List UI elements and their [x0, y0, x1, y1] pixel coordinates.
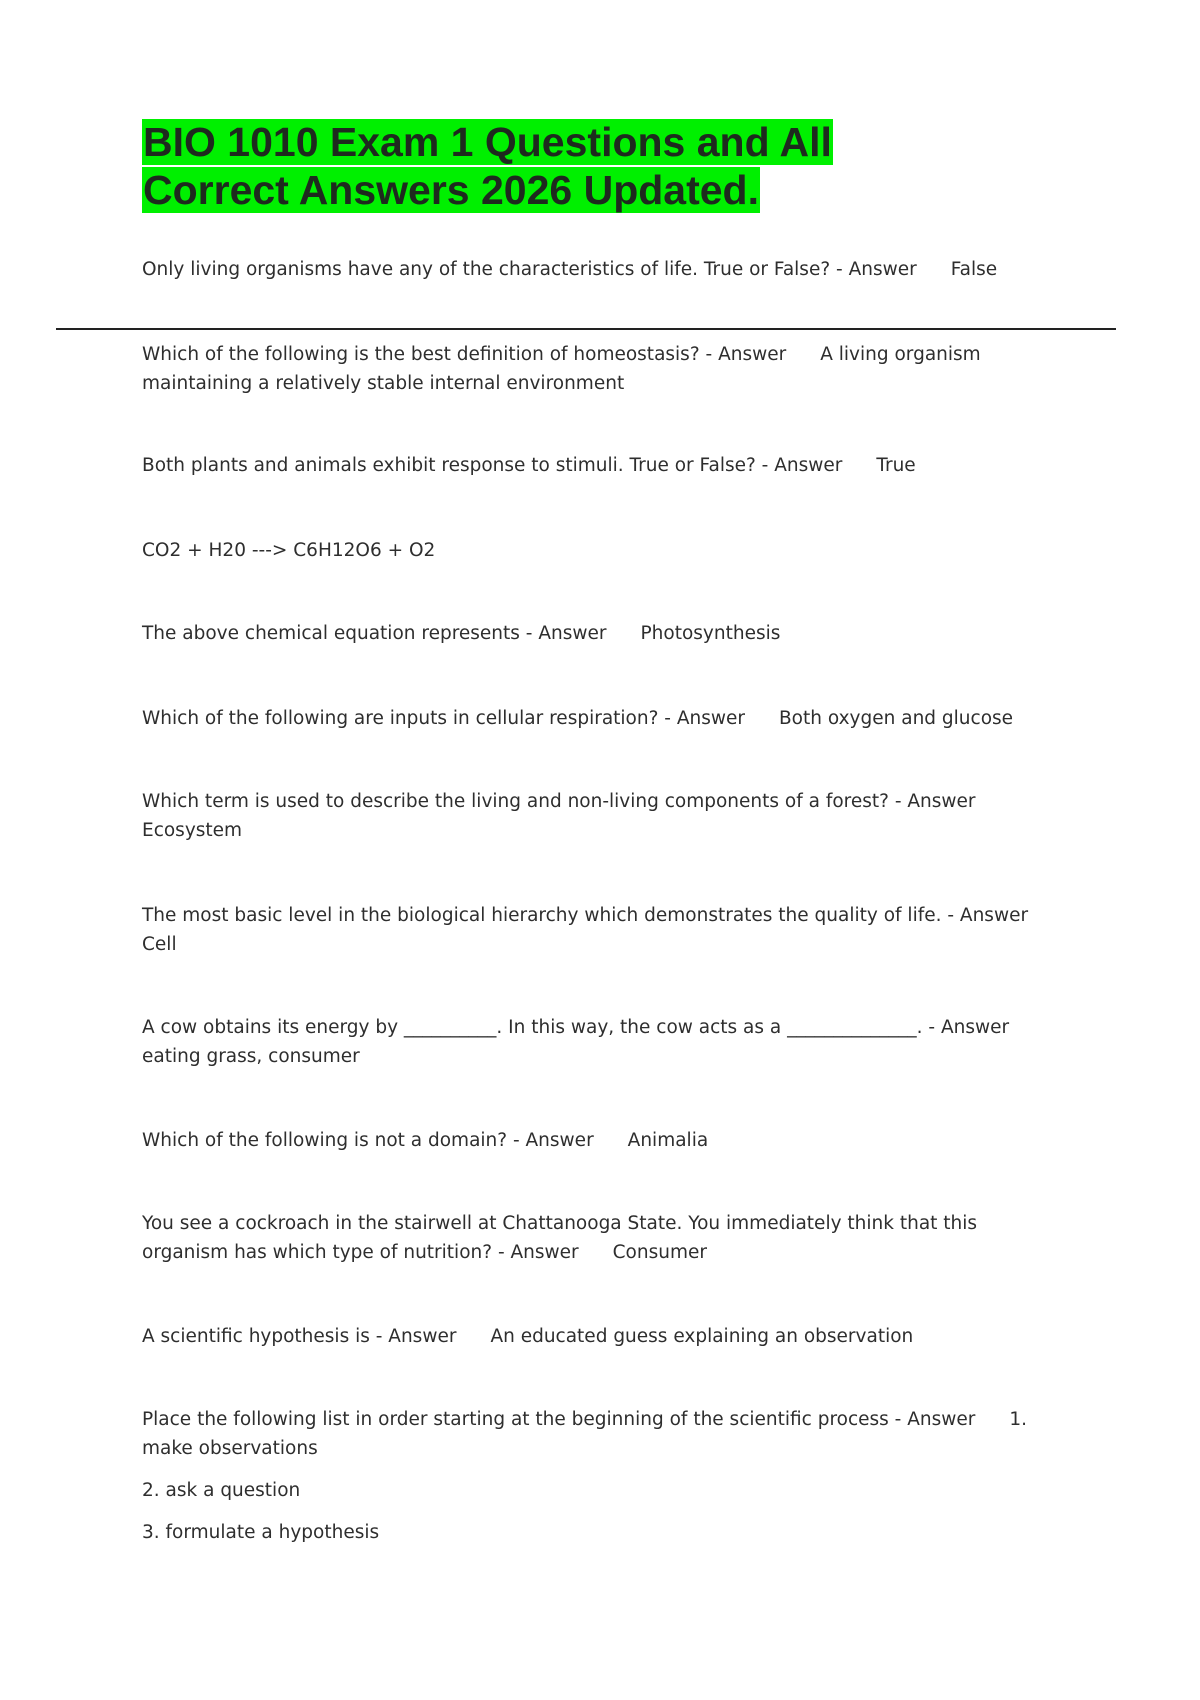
qa-item: The above chemical equation represents - Answer Photosynthesis [142, 623, 781, 644]
answer-text: Both oxygen and glucose [778, 708, 1014, 729]
qa-item: Which term is used to describe the living and non-living components of a forest? - Answer Ecosystem [142, 791, 976, 841]
answer-text: True [876, 455, 916, 476]
answer-text: Animalia [627, 1130, 709, 1151]
qa-item: The most basic level in the biological hierarchy which demonstrates the quality of life. - Answer Cell [142, 905, 1029, 955]
chemical-equation: CO2 + H20 ---> C6H12O6 + O2 [142, 540, 436, 561]
qa-item: Which of the following is the best definition of homeostasis? - Answer A living organism maintaining a relatively stable internal environment [142, 344, 981, 394]
document-title: BIO 1010 Exam 1 Questions and All Correct Answers 2026 Updated. [143, 119, 832, 213]
qa-item: Which of the following are inputs in cellular respiration? - Answer Both oxygen and glucose [142, 708, 1014, 729]
answer-text: Consumer [612, 1242, 707, 1263]
answer-text: 1. make observations [142, 1409, 1028, 1459]
answer-text: eating grass, consumer [142, 1046, 360, 1067]
answer-text: A living organism maintaining a relatively stable internal environment [142, 344, 981, 394]
qa-item: Only living organisms have any of the characteristics of life. True or False? - Answer False [142, 259, 998, 280]
answer-text: An educated guess explaining an observation [490, 1326, 914, 1347]
answer-text: False [950, 259, 998, 280]
qa-item: A cow obtains its energy by __________. In this way, the cow acts as a ______________. - Answer eating grass, consumer [142, 1017, 1010, 1067]
qa-item: You see a cockroach in the stairwell at Chattanooga State. You immediately think that this organism has which type of nutrition? - Answer Consumer [142, 1213, 978, 1263]
qa-item: Which of the following is not a domain? - Answer Animalia [142, 1130, 709, 1151]
horizontal-divider [56, 328, 1116, 330]
answer-text: Ecosystem [142, 820, 243, 841]
answer-text: Photosynthesis [640, 623, 781, 644]
list-item: 3. formulate a hypothesis [142, 1522, 380, 1543]
answer-text: Cell [142, 934, 177, 955]
qa-item: A scientific hypothesis is - Answer An educated guess explaining an observation [142, 1326, 914, 1347]
qa-item: Place the following list in order starting at the beginning of the scientific process - Answer 1. make observations [142, 1409, 1028, 1459]
list-item: 2. ask a question [142, 1480, 301, 1501]
qa-item: Both plants and animals exhibit response to stimuli. True or False? - Answer True [142, 455, 916, 476]
